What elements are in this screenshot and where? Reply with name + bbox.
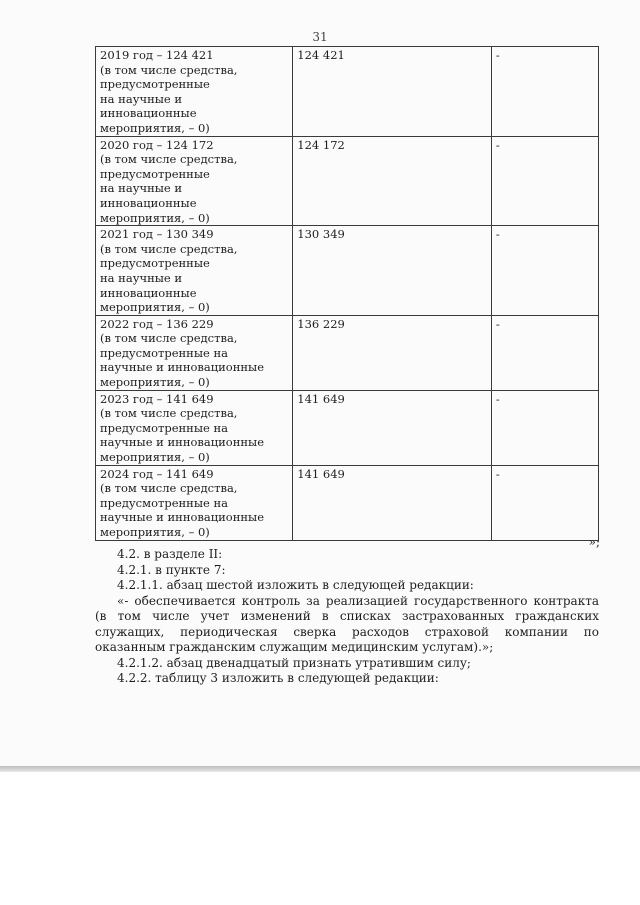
- dash-cell: -: [491, 136, 598, 226]
- paragraph-section-ii: 4.2. в разделе II:: [117, 547, 223, 561]
- paragraph-point-7: 4.2.1. в пункте 7:: [117, 562, 226, 577]
- year-cell: [96, 390, 293, 465]
- amount-cell: 124 172: [293, 136, 492, 226]
- year-amount: 2023 год – 141 649: [100, 391, 214, 406]
- paragraph-abzac-6: 4.2.1.1. абзац шестой изложить в следующей редакции:: [117, 578, 474, 592]
- table-row: [96, 136, 599, 226]
- dash-cell: -: [491, 47, 598, 137]
- dash-cell: -: [491, 390, 598, 465]
- year-amount: 2024 год – 141 649: [100, 466, 214, 481]
- amount-cell: 136 229: [293, 315, 492, 390]
- year-cell: [96, 47, 293, 137]
- paragraph-abzac-12: 4.2.1.2. абзац двенадцатый признать утратившим силу;: [117, 655, 471, 670]
- table-row: [96, 465, 599, 540]
- closing-quote-mark: »;: [588, 535, 600, 549]
- year-cell: [96, 136, 293, 226]
- year-amount: 2021 год – 130 349: [100, 227, 214, 242]
- paragraph-table-3: 4.2.2. таблицу 3 изложить в следующей редакции:: [117, 671, 439, 685]
- paragraph-new-wording: «- обеспечивается контроль за реализацией государственного контракта (в том числе учет изменений в списках застрахованных гражданских служащих, периодическая сверка расходов страховой компании по оказанным гражданским служащим медицинским услугам).»;: [95, 593, 599, 654]
- dash-cell: -: [491, 226, 598, 316]
- year-cell: [96, 465, 293, 540]
- year-amount: 2020 год – 124 172: [100, 137, 214, 152]
- page-edge-shadow: [0, 766, 640, 772]
- table-row: [96, 226, 599, 316]
- amount-cell: 130 349: [293, 226, 492, 316]
- amendment-text: [95, 547, 599, 687]
- year-cell: [96, 315, 293, 390]
- funding-note: (в том числе средства, предусмотренные на научные и инновационные мероприятия, – 0): [100, 241, 238, 315]
- funding-note: (в том числе средства, предусмотренные на научные и инновационные мероприятия, – 0): [100, 152, 238, 225]
- table-row: [96, 390, 599, 465]
- amount-cell: 141 649: [293, 390, 492, 465]
- year-cell: [96, 226, 293, 316]
- dash-cell: -: [491, 315, 598, 390]
- funding-note: (в том числе средства, предусмотренные на научные и инновационные мероприятия, – 0): [100, 62, 238, 135]
- amount-cell: 124 421: [293, 47, 492, 137]
- table-row: [96, 47, 599, 137]
- funding-note: (в том числе средства, предусмотренные на научные и инновационные мероприятия, – 0): [100, 406, 265, 465]
- year-amount: 2019 год – 124 421: [100, 48, 214, 62]
- page-number: 31: [312, 30, 328, 44]
- funding-table: [95, 46, 599, 541]
- dash-cell: -: [491, 465, 598, 540]
- table-row: [96, 315, 599, 390]
- funding-note: (в том числе средства, предусмотренные на научные и инновационные мероприятия, – 0): [100, 331, 265, 390]
- amount-cell: 141 649: [293, 465, 492, 540]
- funding-note: (в том числе средства, предусмотренные на научные и инновационные мероприятия, – 0): [100, 481, 265, 539]
- year-amount: 2022 год – 136 229: [100, 316, 214, 331]
